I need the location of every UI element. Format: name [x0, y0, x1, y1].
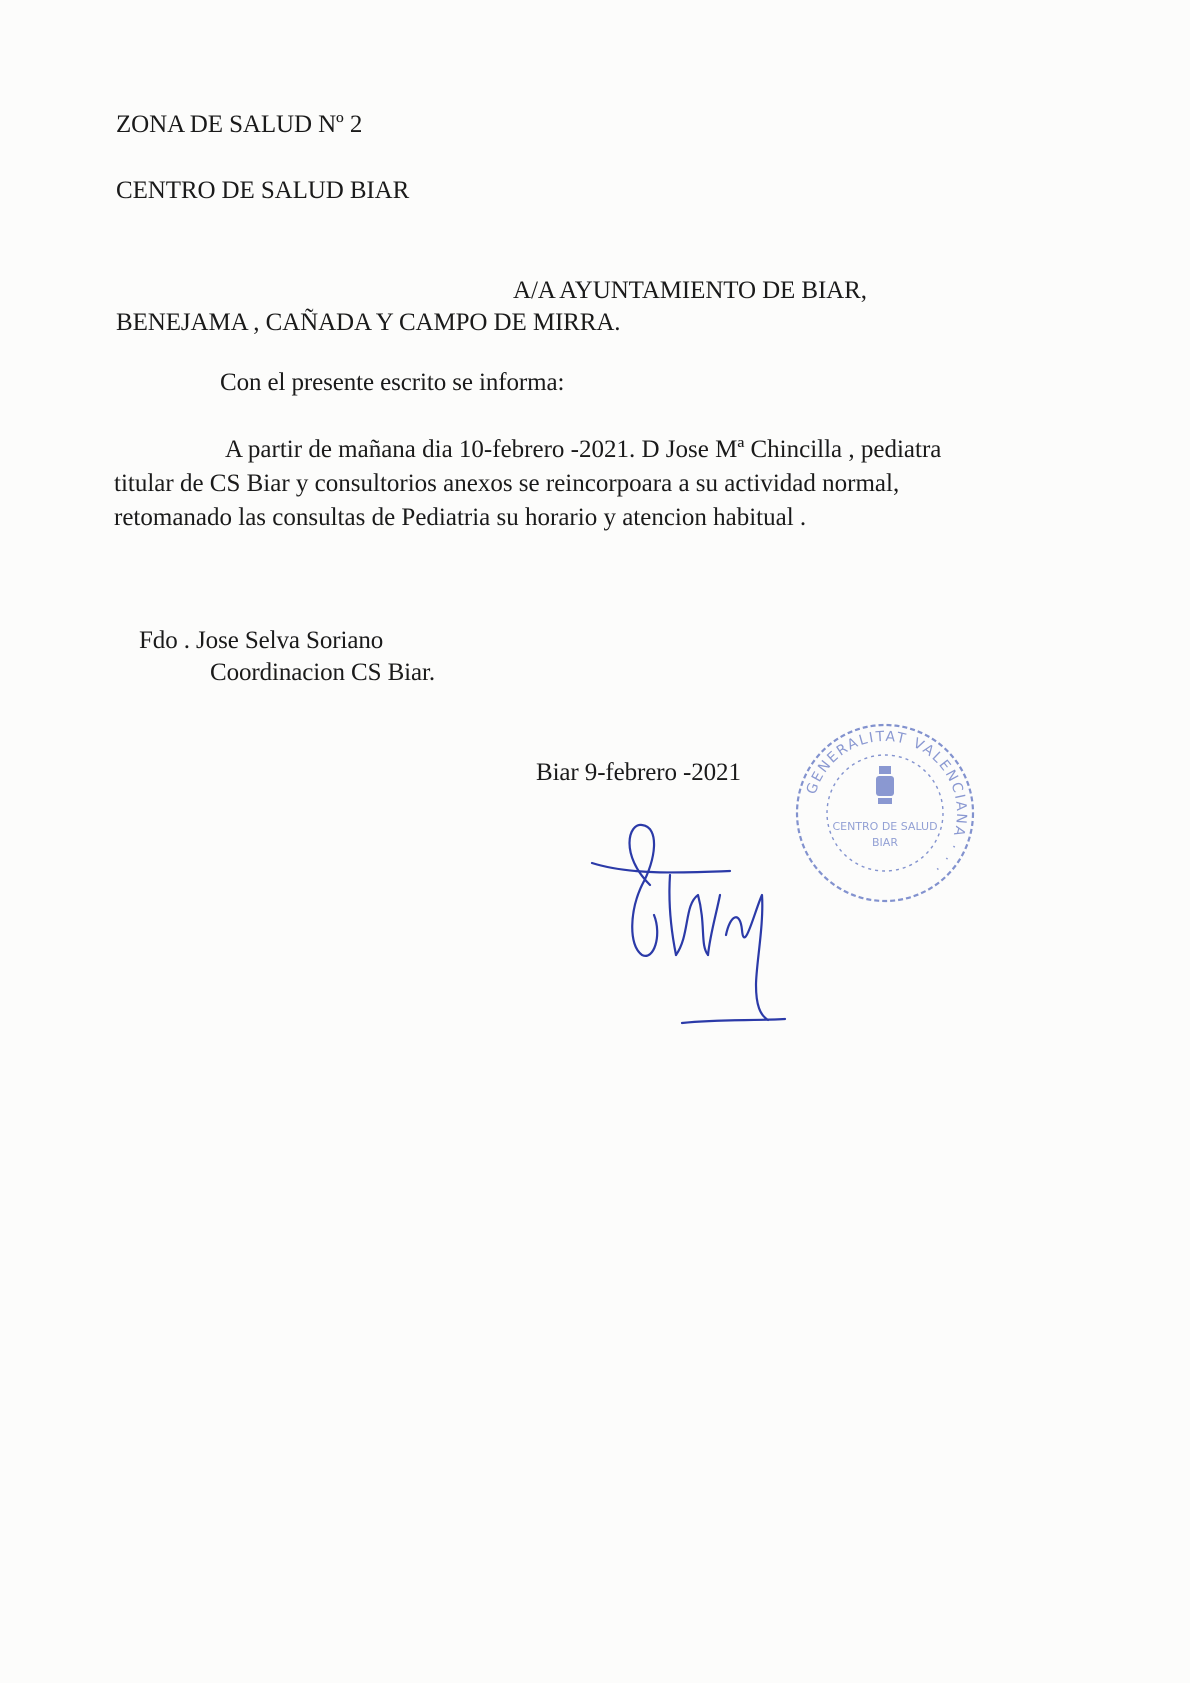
svg-text:BIAR: BIAR: [872, 836, 898, 849]
body-line-1: A partir de mañana dia 10-febrero -2021. D Jose Mª Chincilla , pediatra: [225, 436, 942, 463]
health-zone-heading: ZONA DE SALUD Nº 2: [116, 111, 363, 138]
body-line-3: retomanado las consultas de Pediatria su horario y atencion habitual .: [114, 504, 807, 531]
intro-line: Con el presente escrito se informa:: [220, 369, 565, 396]
signer-name: Fdo . Jose Selva Soriano: [139, 627, 384, 654]
handwritten-signature-icon: [580, 815, 870, 1035]
health-center-heading: CENTRO DE SALUD BIAR: [116, 177, 410, 204]
body-paragraph: [114, 433, 1054, 535]
body-line-2: titular de CS Biar y consultorios anexos se reincorpoara a su actividad normal,: [114, 470, 900, 497]
recipient-line-2: BENEJAMA , CAÑADA Y CAMPO DE MIRRA.: [116, 309, 621, 336]
svg-text:CENTRO DE SALUD: CENTRO DE SALUD: [832, 820, 938, 833]
svg-text:GENERALITAT VALENCIANA · · ·: GENERALITAT VALENCIANA · · ·: [803, 728, 970, 878]
place-date: Biar 9-febrero -2021: [536, 759, 741, 786]
recipient-line-1: A/A AYUNTAMIENTO DE BIAR,: [513, 277, 867, 304]
signer-role: Coordinacion CS Biar.: [210, 659, 435, 686]
